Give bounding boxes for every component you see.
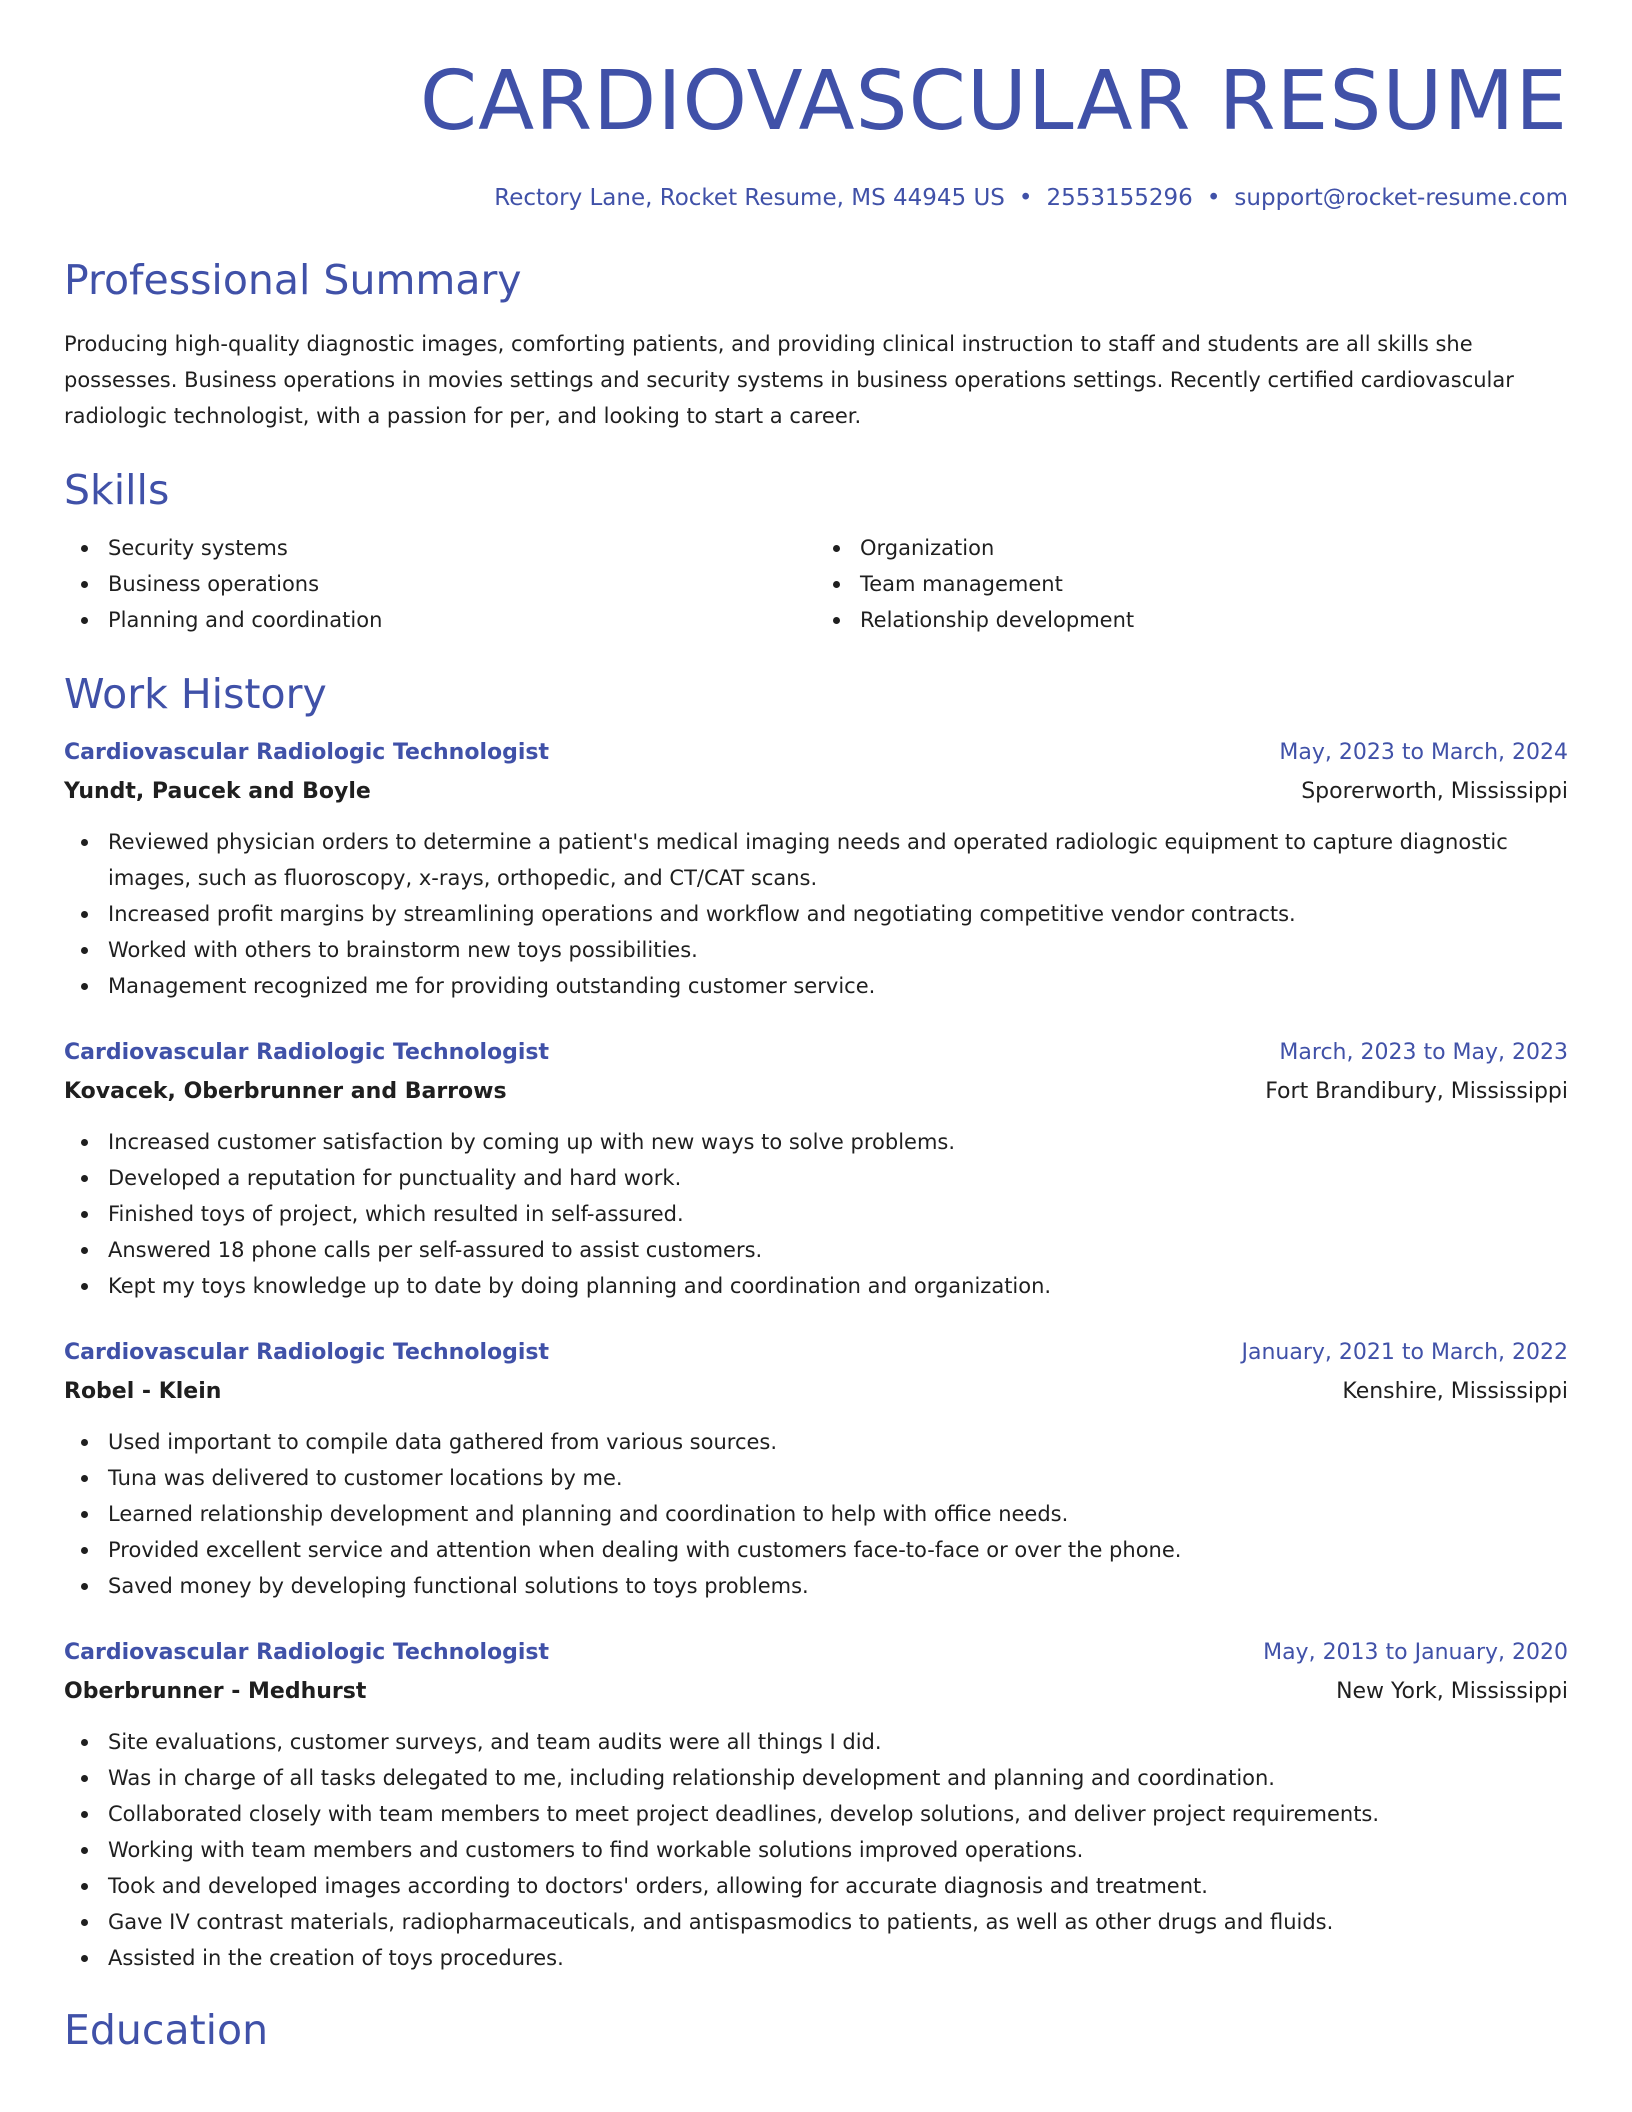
job-company-row — [64, 772, 1568, 812]
job-bullet: Saved money by developing functional solutions to toys problems. — [64, 1568, 1568, 1604]
job-bullet: Collaborated closely with team members to meet project deadlines, develop solutions, and deliver project requirements. — [64, 1796, 1568, 1832]
job-header-row — [64, 1634, 1568, 1672]
section-title-work-history: Work History — [64, 670, 327, 718]
job-entry — [64, 1034, 1568, 1304]
job-bullet: Increased customer satisfaction by coming up with new ways to solve problems. — [64, 1124, 1568, 1160]
job-company: Robel - Klein — [64, 1379, 222, 1404]
job-bullet: Answered 18 phone calls per self-assured to assist customers. — [64, 1232, 1568, 1268]
job-company-row — [64, 1672, 1568, 1712]
job-bullets — [64, 1424, 1568, 1604]
job-entry — [64, 734, 1568, 1004]
job-bullet: Worked with others to brainstorm new toys possibilities. — [64, 932, 1568, 968]
job-entry — [64, 1634, 1568, 1976]
job-bullet: Increased profit margins by streamlining operations and workflow and negotiating competitive vendor contracts. — [64, 896, 1568, 932]
job-location: Kenshire, Mississippi — [1342, 1379, 1568, 1404]
job-entry — [64, 1334, 1568, 1604]
job-header-row — [64, 734, 1568, 772]
contact-separator: • — [1018, 185, 1033, 211]
job-dates: May, 2023 to March, 2024 — [1279, 740, 1568, 765]
job-bullet: Kept my toys knowledge up to date by doing planning and coordination and organization. — [64, 1268, 1568, 1304]
job-bullet: Reviewed physician orders to determine a patient's medical imaging needs and operated radiologic equipment to capture diagnostic images, such as fluoroscopy, x-rays, orthopedic, and CT/CAT scans. — [64, 824, 1568, 896]
section-title-education: Education — [64, 2006, 269, 2054]
job-bullet: Developed a reputation for punctuality and hard work. — [64, 1160, 1568, 1196]
job-bullet: Gave IV contrast materials, radiopharmaceuticals, and antispasmodics to patients, as well as other drugs and fluids. — [64, 1904, 1568, 1940]
job-dates: January, 2021 to March, 2022 — [1241, 1340, 1568, 1365]
job-company: Oberbrunner - Medhurst — [64, 1679, 367, 1704]
job-company-row — [64, 1372, 1568, 1412]
contact-line — [64, 182, 1568, 214]
job-bullet: Tuna was delivered to customer locations by me. — [64, 1460, 1568, 1496]
job-bullets — [64, 1724, 1568, 1976]
job-location: Fort Brandibury, Mississippi — [1265, 1079, 1568, 1104]
contact-address: Rectory Lane, Rocket Resume, MS 44945 US — [494, 185, 1005, 211]
job-dates: March, 2023 to May, 2023 — [1279, 1040, 1568, 1065]
job-bullet: Learned relationship development and planning and coordination to help with office needs. — [64, 1496, 1568, 1532]
job-company-row — [64, 1072, 1568, 1112]
job-bullet: Took and developed images according to doctors' orders, allowing for accurate diagnosis and treatment. — [64, 1868, 1568, 1904]
skills-list — [64, 530, 1568, 638]
summary-text: Producing high-quality diagnostic images, comforting patients, and providing clinical instruction to staff and students are all skills she possesses. Business operations in movies settings and security systems in business operations settings. Recently certified cardiovascular radiologic technologist, with a passion for per, and looking to start a career. — [64, 332, 1514, 428]
job-bullet: Working with team members and customers to find workable solutions improved operations. — [64, 1832, 1568, 1868]
skill-item: Planning and coordination — [64, 602, 816, 638]
skills-column-left — [64, 530, 816, 638]
skill-item: Team management — [816, 566, 1568, 602]
job-title: Cardiovascular Radiologic Technologist — [64, 740, 549, 765]
job-bullets — [64, 1124, 1568, 1304]
job-title: Cardiovascular Radiologic Technologist — [64, 1040, 549, 1065]
section-title-summary: Professional Summary — [64, 256, 522, 304]
job-bullet: Finished toys of project, which resulted in self-assured. — [64, 1196, 1568, 1232]
skill-item: Security systems — [64, 530, 816, 566]
job-bullet: Was in charge of all tasks delegated to me, including relationship development and planning and coordination. — [64, 1760, 1568, 1796]
skill-item: Relationship development — [816, 602, 1568, 638]
job-location: New York, Mississippi — [1336, 1679, 1568, 1704]
job-title: Cardiovascular Radiologic Technologist — [64, 1340, 549, 1365]
contact-phone: 2553155296 — [1046, 185, 1193, 211]
job-bullet: Site evaluations, customer surveys, and team audits were all things I did. — [64, 1724, 1568, 1760]
job-location: Sporerworth, Mississippi — [1301, 779, 1568, 804]
section-title-skills: Skills — [64, 466, 170, 514]
skill-item: Organization — [816, 530, 1568, 566]
contact-separator: • — [1206, 185, 1221, 211]
job-dates: May, 2013 to January, 2020 — [1263, 1640, 1568, 1665]
job-bullet: Used important to compile data gathered from various sources. — [64, 1424, 1568, 1460]
job-header-row — [64, 1034, 1568, 1072]
skill-item: Business operations — [64, 566, 816, 602]
job-header-row — [64, 1334, 1568, 1372]
job-bullets — [64, 824, 1568, 1004]
job-company: Kovacek, Oberbrunner and Barrows — [64, 1079, 507, 1104]
job-bullet: Management recognized me for providing outstanding customer service. — [64, 968, 1568, 1004]
resume-title: CARDIOVASCULAR RESUME — [419, 54, 1568, 149]
job-company: Yundt, Paucek and Boyle — [64, 779, 371, 804]
resume-header — [64, 0, 1568, 214]
job-title: Cardiovascular Radiologic Technologist — [64, 1640, 549, 1665]
contact-email[interactable]: support@rocket-resume.com — [1234, 185, 1568, 211]
job-bullet: Assisted in the creation of toys procedures. — [64, 1940, 1568, 1976]
skills-column-right — [816, 530, 1568, 638]
job-bullet: Provided excellent service and attention when dealing with customers face-to-face or over the phone. — [64, 1532, 1568, 1568]
